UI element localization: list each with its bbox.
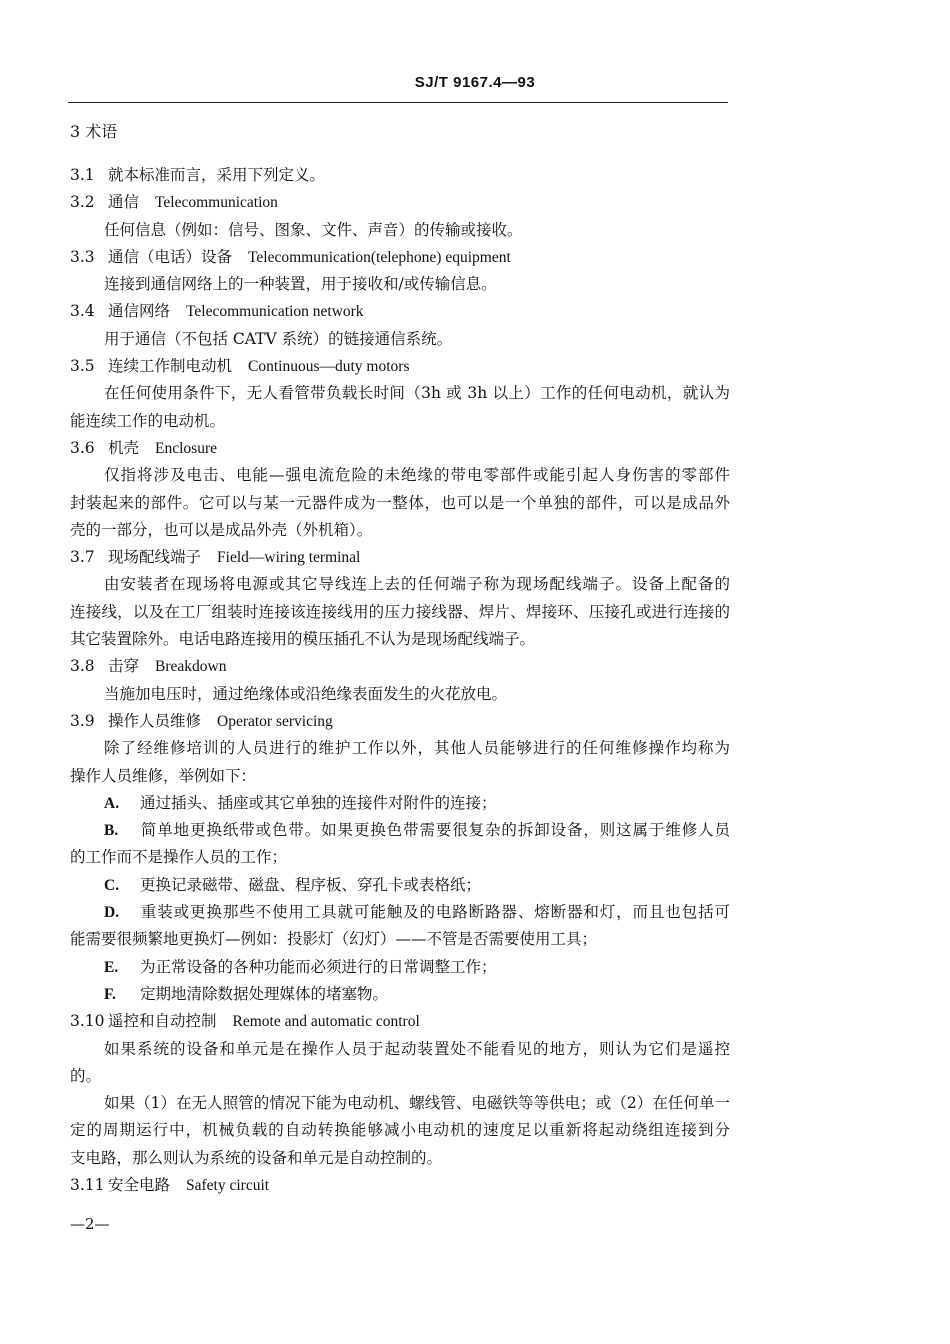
clause-term-english: Breakdown	[155, 658, 227, 676]
list-item	[70, 899, 730, 926]
clause-term-english: Telecommunication	[155, 194, 278, 212]
paragraph-line: 在任何使用条件下，无人看管带负载长时间（3h 或 3h 以上）工作的任何电动机，就认为	[104, 384, 730, 403]
paragraph-line: 封装起来的部件。它可以与某一元器件成为一整体，也可以是一个单独的部件，可以是成品外	[70, 493, 730, 512]
clause-number: 3.9	[70, 711, 95, 730]
clause-heading	[70, 435, 730, 462]
list-item-text: 通过插头、插座或其它单独的连接件对附件的连接；	[140, 793, 497, 812]
list-item-text: 更换记录磁带、磁盘、程序板、穿孔卡或表格纸；	[140, 875, 482, 894]
paragraph-line: 任何信息（例如：信号、图象、文件、声音）的传输或接收。	[104, 220, 523, 239]
clause-term: 机壳	[108, 438, 140, 457]
list-item-text: 为正常设备的各种功能而必须进行的日常调整工作；	[140, 957, 497, 976]
clause-term: 连续工作制电动机	[108, 357, 233, 376]
clause-term-english: Safety circuit	[186, 1176, 270, 1194]
paragraph-line: 定的周期运行中，机械负载的自动转换能够减小电动机的速度足以重新将起动绕组连接到分	[70, 1121, 730, 1140]
clause-term: 通信	[108, 193, 140, 212]
paragraph-line: 仅指将涉及电击、电能—强电流危险的未绝缘的带电零部件或能引起人身伤害的零部件	[104, 466, 730, 485]
clause-term-english: Telecommunication network	[186, 303, 364, 321]
clause-number: 3.4	[70, 302, 95, 321]
paragraph-line: 由安装者在现场将电源或其它导线连上去的任何端子称为现场配线端子。设备上配备的	[104, 575, 730, 594]
clause-heading	[70, 1008, 730, 1035]
section-title: 3 术语	[70, 122, 118, 141]
clause-term: 通信（电话）设备	[108, 247, 233, 266]
list-item-label: A.	[104, 794, 120, 812]
clause-term-english: Remote and automatic control	[232, 1013, 420, 1031]
list-item	[70, 954, 730, 981]
document-body	[70, 162, 730, 1199]
paragraph-line: 支电路，那么则认为系统的设备和单元是自动控制的。	[70, 1148, 443, 1167]
clause-heading	[70, 1172, 730, 1199]
clause-number: 3.10	[70, 1012, 105, 1031]
clause-heading	[70, 708, 730, 735]
standard-number-header: SJ/T 9167.4—93	[414, 74, 536, 91]
list-item-text: 定期地清除数据处理媒体的堵塞物。	[140, 984, 389, 1003]
paragraph-line: 操作人员维修，举例如下：	[70, 766, 257, 785]
clause-number: 3.6	[70, 438, 95, 457]
paragraph-line: 如果系统的设备和单元是在操作人员于起动装置处不能看见的地方，则认为它们是遥控	[104, 1039, 730, 1058]
list-item-label: F.	[104, 985, 116, 1003]
clause-term: 现场配线端子	[108, 548, 202, 567]
clause-heading	[70, 189, 730, 216]
list-item	[70, 872, 730, 899]
paragraph-line: 的工作而不是操作人员的工作；	[70, 848, 288, 867]
clause-number: 3.7	[70, 548, 95, 567]
clause-term: 就本标准而言，采用下列定义。	[108, 166, 326, 184]
paragraph-line: 连接到通信网络上的一种装置，用于接收和/或传输信息。	[104, 275, 497, 294]
list-item	[70, 817, 730, 844]
paragraph-line: 能需要很频繁地更换灯—例如：投影灯（幻灯）——不管是否需要使用工具；	[70, 930, 598, 949]
paragraph-line: 除了经维修培训的人员进行的维护工作以外，其他人员能够进行的任何维修操作均称为	[104, 739, 730, 758]
clause-number: 3.3	[70, 247, 95, 266]
clause-heading	[70, 653, 730, 680]
clause-number: 3.2	[70, 193, 95, 212]
clause-number: 3.11	[70, 1175, 105, 1194]
clause-number: 3.5	[70, 357, 95, 376]
clause-term-english: Telecommunication(telephone) equipment	[248, 248, 511, 266]
clause-term-english: Field—wiring terminal	[217, 549, 361, 567]
clause-term: 遥控和自动控制	[108, 1012, 217, 1031]
clause-term: 通信网络	[108, 302, 171, 321]
paragraph-line: 壳的一部分，也可以是成品外壳（外机箱）。	[70, 520, 373, 539]
clause-heading	[70, 298, 730, 325]
clause-number: 3.8	[70, 657, 95, 676]
list-item	[70, 790, 730, 817]
list-item-text: 简单地更换纸带或色带。如果更换色带需要很复杂的拆卸设备，则这属于维修人员	[140, 821, 730, 840]
clause-term-english: Continuous—duty motors	[248, 358, 410, 376]
list-item-text: 重装或更换那些不使用工具就可能触及的电路断路器、熔断器和灯，而且也包括可	[140, 903, 730, 922]
clause-heading	[70, 162, 730, 189]
clause-term-english: Enclosure	[155, 439, 217, 457]
list-item-label: B.	[104, 822, 119, 840]
page-number: —2—	[70, 1215, 110, 1233]
list-item-label: E.	[104, 958, 119, 976]
clause-term: 击穿	[108, 657, 140, 676]
list-item	[70, 981, 730, 1008]
header-rule	[68, 102, 728, 103]
clause-number: 3.1	[70, 166, 95, 184]
paragraph-line: 其它装置除外。电话电路连接用的模压插孔不认为是现场配线端子。	[70, 630, 536, 649]
clause-term: 安全电路	[108, 1175, 171, 1194]
paragraph-line: 如果（1）在无人照管的情况下能为电动机、螺线管、电磁铁等等供电；或（2）在任何单一	[104, 1094, 730, 1113]
list-item-label: C.	[104, 876, 120, 894]
paragraph-line: 用于通信（不包括 CATV 系统）的链接通信系统。	[104, 329, 453, 348]
paragraph-line: 当施加电压时，通过绝缘体或沿绝缘表面发生的火花放电。	[104, 684, 508, 703]
clause-heading	[70, 353, 730, 380]
clause-term: 操作人员维修	[108, 711, 202, 730]
paragraph-line: 的。	[70, 1066, 102, 1085]
paragraph-line: 能连续工作的电动机。	[70, 411, 226, 430]
clause-term-english: Operator servicing	[217, 712, 333, 730]
paragraph-line: 连接线，以及在工厂组装时连接该连接线用的压力接线器、焊片、焊接环、压接孔或进行连接的	[70, 602, 730, 621]
clause-heading	[70, 544, 730, 571]
clause-heading	[70, 244, 730, 271]
list-item-label: D.	[104, 904, 120, 922]
